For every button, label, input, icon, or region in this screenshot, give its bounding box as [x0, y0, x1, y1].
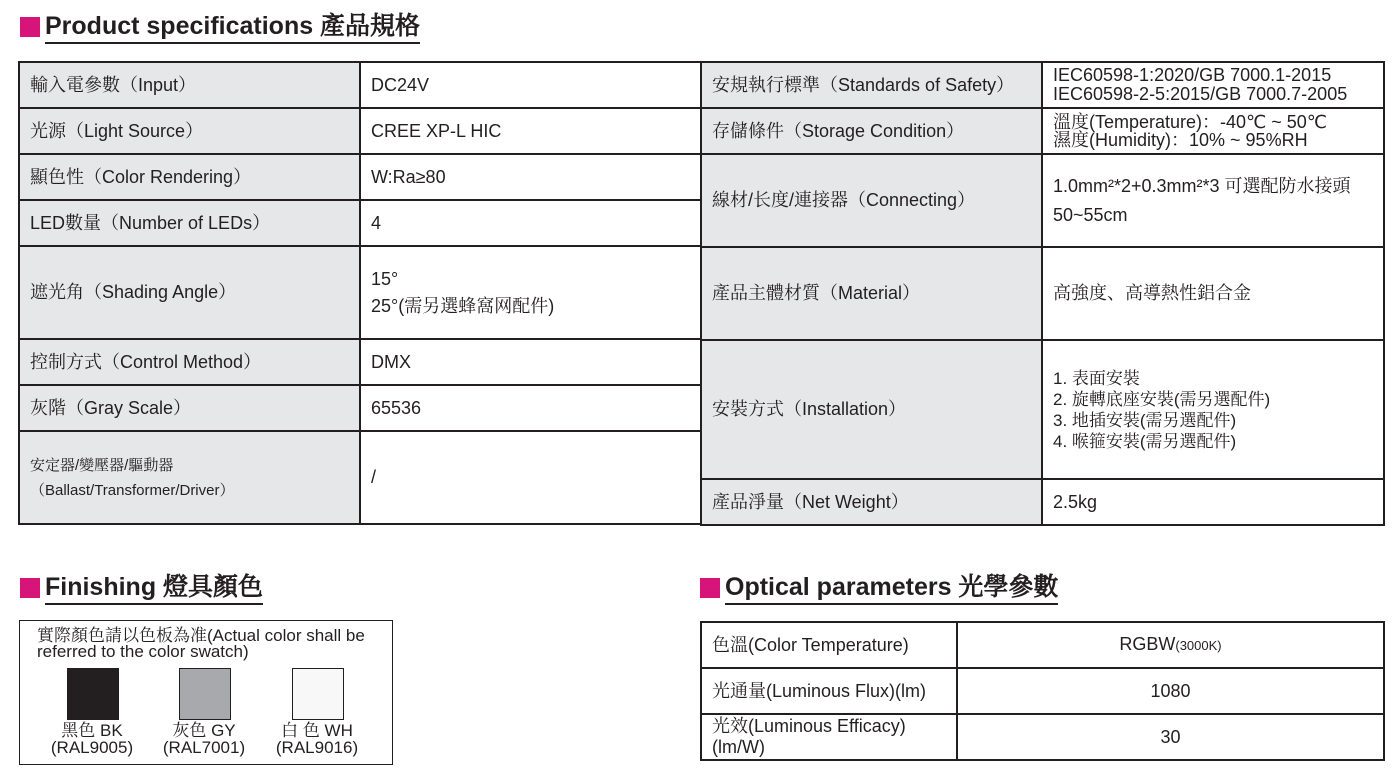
spec-label: 存儲條件（Storage Condition） — [701, 108, 1042, 154]
swatch-code: (RAL7001) — [162, 738, 246, 757]
spec-value — [1042, 154, 1384, 247]
optical-heading — [700, 573, 1058, 603]
spec-label: 安裝方式（Installation） — [701, 340, 1042, 479]
finishing-box — [19, 620, 393, 765]
table-row — [19, 200, 701, 246]
spec-label: 控制方式（Control Method） — [19, 339, 360, 385]
spec-value: W:Ra≥80 — [360, 154, 701, 200]
spec-value: / — [360, 431, 701, 524]
spec-label: 線材/长度/連接器（Connecting） — [701, 154, 1042, 247]
table-row — [701, 479, 1384, 525]
table-row — [701, 62, 1384, 108]
swatch-name: 灰色 GY — [172, 721, 236, 740]
color-swatch-white — [292, 668, 344, 720]
spec-value: 65536 — [360, 385, 701, 431]
optical-label: 色溫(Color Temperature) — [701, 622, 957, 668]
spec-value: 高強度、高導熱性鋁合金 — [1042, 247, 1384, 340]
spec-value — [360, 246, 701, 339]
spec-label: 顯色性（Color Rendering） — [19, 154, 360, 200]
swatch-label-grey — [144, 722, 264, 756]
color-temp-value: RGBW — [1119, 634, 1176, 654]
connecting-line: 50~55cm — [1053, 204, 1128, 225]
optical-title: Optical parameters 光學參數 — [725, 572, 1058, 605]
section-marker-icon — [20, 17, 40, 37]
table-row — [19, 339, 701, 385]
spec-value — [1042, 340, 1384, 479]
table-row — [701, 247, 1384, 340]
swatch-code: (RAL9016) — [275, 738, 359, 757]
table-row — [19, 154, 701, 200]
color-temp-suffix: (3000K) — [1175, 638, 1222, 653]
optical-label: 光效(Luminous Efficacy)(lm/W) — [701, 714, 957, 760]
safety-standard-line: IEC60598-1:2020/GB 7000.1-2015 — [1053, 65, 1332, 85]
driver-label-line: （Ballast/Transformer/Driver） — [30, 481, 235, 499]
spec-table-right — [700, 61, 1385, 526]
driver-label-line: 安定器/變壓器/驅動器 — [30, 456, 174, 474]
spec-value: DC24V — [360, 62, 701, 108]
product-specs-heading — [20, 12, 420, 42]
swatch-label-white — [257, 722, 377, 756]
table-row — [701, 108, 1384, 154]
swatch-name: 黑色 BK — [61, 721, 123, 740]
spec-value — [1042, 62, 1384, 108]
optical-value: 30 — [957, 714, 1384, 760]
color-swatch-grey — [179, 668, 231, 720]
spec-label — [19, 431, 360, 524]
optical-value: 1080 — [957, 668, 1384, 714]
spec-label: 遮光角（Shading Angle） — [19, 246, 360, 339]
safety-standard-line: IEC60598-2-5:2015/GB 7000.7-2005 — [1053, 84, 1348, 104]
spec-label: 輸入電參數（Input） — [19, 62, 360, 108]
spec-label: 灰階（Gray Scale） — [19, 385, 360, 431]
spec-label: 產品主體材質（Material） — [701, 247, 1042, 340]
table-row — [19, 246, 701, 339]
table-row — [701, 668, 1384, 714]
spec-value: DMX — [360, 339, 701, 385]
installation-line: 4. 喉箍安裝(需另選配件) — [1053, 431, 1237, 451]
optical-label: 光通量(Luminous Flux)(lm) — [701, 668, 957, 714]
spec-value: CREE XP-L HIC — [360, 108, 701, 154]
spec-value: 2.5kg — [1042, 479, 1384, 525]
optical-table — [700, 621, 1385, 761]
finishing-heading — [20, 573, 263, 603]
spec-label: LED數量（Number of LEDs） — [19, 200, 360, 246]
storage-condition-line: 溫度(Temperature)：-40℃ ~ 50℃ — [1053, 112, 1328, 132]
table-row — [19, 62, 701, 108]
table-row — [701, 622, 1384, 668]
table-row — [701, 714, 1384, 760]
spec-value — [1042, 108, 1384, 154]
spec-value: 4 — [360, 200, 701, 246]
table-row — [19, 108, 701, 154]
installation-line: 3. 地插安裝(需另選配件) — [1053, 410, 1237, 430]
section-marker-icon — [700, 578, 720, 598]
table-row — [19, 385, 701, 431]
spec-table-left — [18, 61, 702, 525]
spec-label: 光源（Light Source） — [19, 108, 360, 154]
optical-value — [957, 622, 1384, 668]
installation-line: 2. 旋轉底座安裝(需另選配件) — [1053, 389, 1271, 409]
section-marker-icon — [20, 578, 40, 598]
product-specs-title: Product specifications 產品規格 — [45, 11, 420, 44]
swatch-name: 白 色 WH — [281, 721, 353, 740]
spec-label: 產品淨量（Net Weight） — [701, 479, 1042, 525]
swatch-label-black — [32, 722, 152, 756]
connecting-line: 1.0mm²*2+0.3mm²*3 可選配防水接頭 — [1053, 175, 1351, 196]
table-row — [701, 154, 1384, 247]
shading-angle-value: 15° — [371, 268, 399, 289]
finishing-title: Finishing 燈具顏色 — [45, 572, 263, 605]
spec-label: 安規執行標準（Standards of Safety） — [701, 62, 1042, 108]
table-row — [19, 431, 701, 524]
shading-angle-value: 25°(需另選蜂窩网配件) — [371, 295, 555, 316]
storage-condition-line: 濕度(Humidity)：10% ~ 95%RH — [1053, 130, 1308, 150]
table-row — [701, 340, 1384, 479]
swatch-code: (RAL9005) — [50, 738, 134, 757]
installation-line: 1. 表面安裝 — [1053, 368, 1140, 388]
color-swatch-black — [67, 668, 119, 720]
finishing-note: 實際顏色請以色板為准(Actual color shall be referred to the color swatch) — [37, 626, 365, 661]
